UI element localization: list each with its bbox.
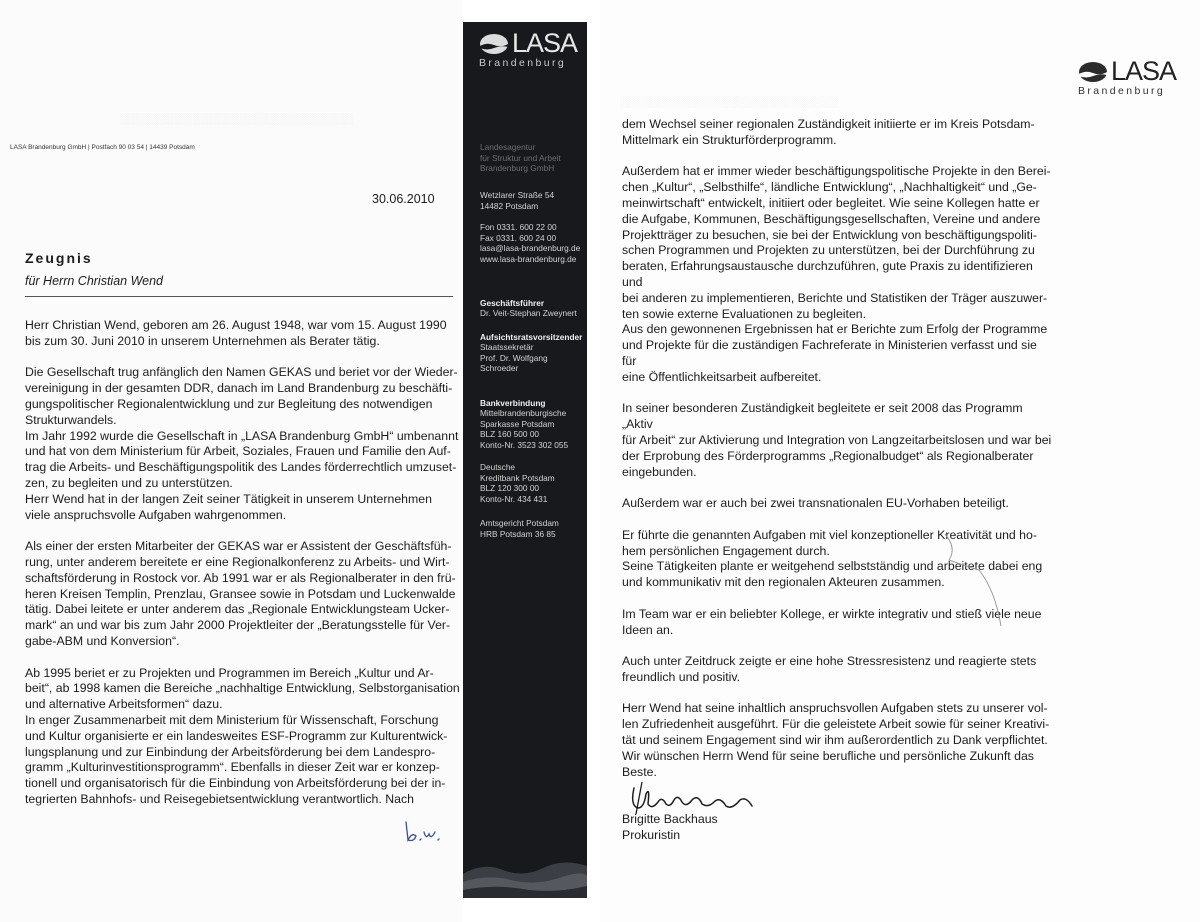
- board-heading: Aufsichtsratsvorsitzender: [480, 332, 583, 342]
- board-name: Staatssekretär Prof. Dr. Wolfgang Schroeder: [480, 342, 548, 374]
- sidebar-logo-text: LASA: [512, 28, 578, 58]
- lasa-wave-icon: [1078, 61, 1108, 83]
- agency-contact: Fon 0331. 600 22 00 Fax 0331. 600 24 00 lasa@lasa-brandenburg.de www.lasa-brandenburg.de: [480, 222, 581, 264]
- bank-details-2: Deutsche Kreditbank Potsdam BLZ 120 300 00 Konto-Nr. 434 431: [480, 462, 555, 504]
- body-paragraph: Im Team war er ein beliebter Kollege, er wirkte integrativ und stieß viele neue Ideen an.: [622, 606, 1042, 637]
- signatory-name: Brigitte Backhaus: [622, 812, 718, 826]
- body-paragraph: Er führte die genannten Aufgaben mit viel konzeptioneller Kreativität und ho- hem persönlichen Engagement durch.: [622, 527, 1037, 558]
- body-paragraph: Als einer der ersten Mitarbeiter der GEKAS war er Assistent der Geschäftsfüh- rung, unter anderem bereitete er eine Regionalkonferenz zu Arbeits- und Wirt- schaftsförderung in Rostock vor. Ab 1991 war er als Regionalberater in den frü- heren Kreisen Templin, Prenzlau, Gransee sowie in Potsdam und Luckenwalde tätig. Dabei leitete er unter anderem das „Regionale Entwicklungsteam Ucker- mark“ an und war bis zum Jahr 2000 Projektleiter der „Beratungsstelle für Ver- gabe-ABM und Konversion“.: [25, 539, 456, 648]
- agency-address: Wetzlarer Straße 54 14482 Potsdam: [480, 190, 555, 211]
- sidebar-wave-graphic: [463, 844, 587, 898]
- sidebar-logo-subtext: Brandenburg: [479, 57, 567, 69]
- sender-line: LASA Brandenburg GmbH | Postfach 90 03 54 | 14439 Potsdam: [10, 144, 195, 151]
- document-title: Zeugnis: [25, 250, 93, 266]
- body-paragraph: Auch unter Zeitdruck zeigte er eine hohe Stressresistenz und reagierte stets freundlich und positiv.: [622, 654, 1037, 684]
- agency-name: Landesagentur für Struktur und Arbeit Brandenburg GmbH: [480, 142, 561, 174]
- body-paragraph: Im Jahr 1992 wurde die Gesellschaft in „LASA Brandenburg GmbH“ umbenannt und hat von dem Ministerium für Arbeit, Soziales, Frauen und Familie den Auf- trag die Arbeits- und Beschäftigungspolitik des Landes förderrechtlich umzuset- zen, zu begleiten und zu unterstützen.: [25, 428, 459, 490]
- body-paragraph: Herr Wend hat in der langen Zeit seiner Tätigkeit in unserem Unternehmen viele anspruchsvolle Aufgaben wahrgenommen.: [25, 491, 432, 522]
- letter-body-right: [622, 117, 1052, 796]
- body-paragraph: Aus den gewonnenen Ergebnissen hat er Berichte zum Erfolg der Programme und Projekte für die zuständigen Fachreferate in Ministerien verfasst und sie für eine Öffentlichkeitsarbeit aufbereitet.: [622, 322, 1048, 384]
- document-subtitle: für Herrn Christian Wend: [25, 274, 164, 288]
- body-paragraph: In seiner besonderen Zuständigkeit begleitete er seit 2008 das Programm „Aktiv für Arbeit“ zur Aktivierung und Integration von Langzeitarbeitslosen und war bei der Erprobung des Förderprogramms „Regionalbudget“ als Regionalberater eingebunden.: [622, 401, 1052, 479]
- body-paragraph: Außerdem hat er immer wieder beschäftigungspolitische Projekte in den Berei- chen „Kultur“, „Selbsthilfe“, ländliche Entwicklung“, „Nachhaltigkeit“ und „Ge- meinwirtschaft“ entwickelt, initiiert oder begleitet. Wie seine Kollegen hatte er die Aufgabe, Kommunen, Beschäftigungsgesellschaften, Vereine und andere Projektträger zu besuchen, sie bei der Entwicklung von beschäftigungspoliti- schen Programmen und Projekten zu unterstützen, bei der Durchführung zu beraten, Erfahrungsaustausche durchzuführen, gute Praxis zu identifizieren und bei anderen zu implementieren, Berichte und Statistiken der Träger auszuwer- ten sowie externe Evaluationen zu begleiten.: [622, 164, 1051, 321]
- continuation-mark: [402, 818, 448, 844]
- bank-heading: Bankverbindung: [480, 398, 546, 408]
- logo-text: LASA: [1111, 56, 1177, 86]
- letter-date: 30.06.2010: [372, 192, 435, 206]
- letter-body-left: [25, 318, 465, 824]
- bank-details-1: Mittelbrandenburgische Sparkasse Potsdam BLZ 160 500 00 Konto-Nr. 3523 302 055: [480, 408, 569, 450]
- bleed-through-text: ░░░░░░░░░░░░░░░░░░░░░░░░░░░░: [620, 96, 839, 108]
- lasa-wave-icon: [479, 33, 509, 55]
- sidebar-logo: [479, 30, 583, 69]
- bleed-through-text: ░░░░░░░░░░░░░░░░░░░░░░░░░░░░░░: [120, 113, 354, 125]
- pen-scratch-mark: [935, 530, 1015, 640]
- title-divider: [25, 296, 453, 297]
- logo-subtext: Brandenburg: [1078, 85, 1166, 97]
- letterhead-logo: [1078, 58, 1184, 97]
- body-paragraph: dem Wechsel seiner regionalen Zuständigkeit initiierte er im Kreis Potsdam- Mittelmark ein Strukturförderprogramm.: [622, 117, 1035, 147]
- body-paragraph: Ab 1995 beriet er zu Projekten und Programmen im Bereich „Kultur und Ar- beit“, ab 1998 kamen die Bereiche „nachhaltige Entwicklung, Selbstorganisation und alternative Arbeitsformen“ dazu.: [25, 665, 460, 712]
- management-name: Dr. Veit-Stephan Zweynert: [480, 308, 577, 318]
- body-paragraph: Außerdem war er auch bei zwei transnationalen EU-Vorhaben beteiligt.: [622, 496, 1009, 511]
- body-paragraph: Die Gesellschaft trug anfänglich den Namen GEKAS und beriet vor der Wieder- vereinigung in der gesamten DDR, danach im Land Brandenburg zu beschäfti- gungspolitischer Regionalentwicklung und zur Begleitung des notwendigen Strukturwandels.: [25, 365, 458, 427]
- body-paragraph: In enger Zusammenarbeit mit dem Ministerium für Wissenschaft, Forschung und Kultur organisierte er ein landesweites ESF-Programm zur Kulturentwick- lungsplanung und zur Einbindung der Arbeitsförderung bei dem Landespro- gramm „Kulturinvestitionsprogramm“. Ebenfalls in dieser Zeit war er konzep- tionell und organisatorisch für die Einbindung von Arbeitsförderung bei der in- tegrierten Bahnhofs- und Reisegebietsentwicklung verantwortlich. Nach: [25, 712, 448, 806]
- signatory-block: [622, 812, 718, 844]
- letterhead-sidebar: [463, 22, 587, 898]
- signatory-role: Prokuristin: [622, 827, 681, 842]
- body-paragraph: Herr Christian Wend, geboren am 26. August 1948, war vom 15. August 1990 bis zum 30. Juni 2010 in unserem Unternehmen als Berater tätig.: [25, 318, 447, 348]
- body-paragraph: Herr Wend hat seine inhaltlich anspruchsvollen Aufgaben stets zu unserer vol- len Zufriedenheit ausgeführt. Für die geleistete Arbeit sowie für seiner Kreativi- tät und seinem Engagement sind wir ihm außerordentlich zu Dank verpflichtet. Wir wünschen Herrn Wend für seine berufliche und persönliche Zukunft das Beste.: [622, 701, 1050, 779]
- register-details: Amtsgericht Potsdam HRB Potsdam 36 85: [480, 518, 559, 539]
- body-paragraph: Seine Tätigkeiten plante er weitgehend selbstständig und arbeitete dabei eng und kommunikativ mit den regionalen Akteuren zusammen.: [622, 559, 1043, 590]
- management-heading: Geschäftsführer: [480, 298, 545, 308]
